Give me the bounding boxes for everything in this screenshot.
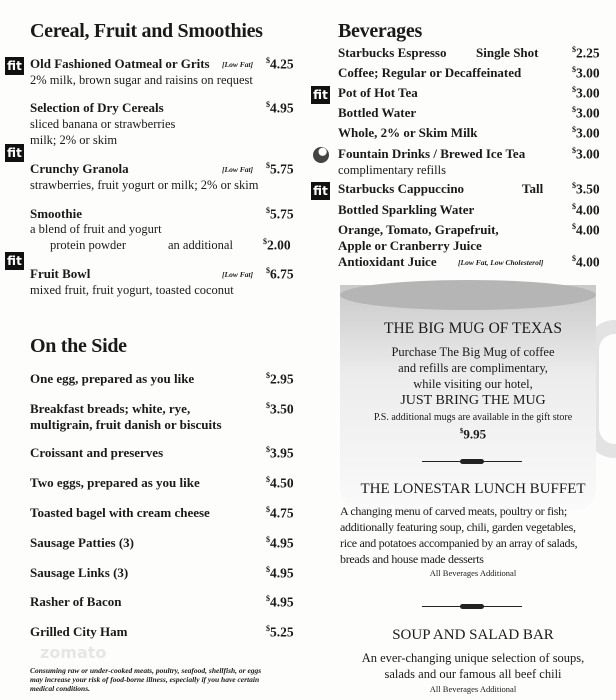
beverage-price: $4.00 — [572, 254, 600, 270]
item-desc: milk; 2% or skim — [30, 133, 118, 147]
addon-note: an additional — [168, 238, 233, 252]
item-name: Toasted bagel with cream cheese — [30, 505, 210, 520]
buffet-title: THE LONESTAR LUNCH BUFFET — [360, 481, 586, 497]
beverage-name: Whole, 2% or Skim Milk — [338, 125, 478, 140]
item-name: Fruit Bowl — [30, 266, 91, 281]
mug-rim-graphic — [340, 280, 596, 310]
beverage-name: Pot of Hot Tea — [338, 85, 418, 100]
beverage-name-cont: Apple or Cranberry Juice — [338, 238, 482, 253]
low-fat-tag: [Low Fat] — [222, 270, 254, 279]
low-fat-tag: [Low Fat] — [222, 60, 254, 69]
item-price: $4.25 — [266, 56, 294, 72]
item-price: $6.75 — [266, 266, 294, 282]
beverage-name: Bottled Water — [338, 105, 417, 120]
mug-price: $9.95 — [459, 426, 487, 442]
low-fat-tag: [Low Fat] — [222, 165, 254, 174]
item-price: $3.95 — [266, 445, 294, 461]
food-safety-note: Consuming raw or under-cooked meats, poultry, seafood, shellfish, or eggs may increase your risk of food-borne illness, especially if you have certain medical conditions. — [30, 666, 262, 693]
mug-text: Purchase The Big Mug of coffee — [391, 345, 555, 359]
beverage-price: $3.00 — [572, 125, 600, 141]
beverage-price: $3.50 — [572, 181, 600, 197]
beverage-name: Starbucks Espresso — [338, 45, 447, 60]
beverage-price: $4.00 — [572, 222, 600, 238]
item-name: Crunchy Granola — [30, 161, 129, 176]
item-name: Sausage Links (3) — [30, 565, 129, 580]
item-price: $3.50 — [266, 401, 294, 417]
soup-text: An ever-changing unique selection of soups, — [361, 651, 585, 665]
item-price: $4.95 — [266, 594, 294, 610]
item-desc: sliced banana or strawberries — [30, 117, 176, 131]
section-title-beverages: Beverages — [338, 20, 422, 42]
item-price: $4.95 — [266, 535, 294, 551]
buffet-desc: A changing menu of carved meats, poultry or fish; additionally featuring soup, chili, garden vegetables, rice and potatoes accompanied by an array of salads, breads and house made desserts — [340, 504, 578, 566]
item-price: $5.25 — [266, 624, 294, 640]
beverage-price: $2.25 — [572, 45, 600, 61]
addon-name: protein powder — [50, 238, 127, 252]
soup-text: salads and our famous all beef chili — [384, 667, 562, 681]
item-name: Croissant and preserves — [30, 445, 164, 460]
item-price: $5.75 — [266, 206, 294, 222]
soup-title: SOUP AND SALAD BAR — [392, 627, 554, 643]
mug-cta: JUST BRING THE MUG — [400, 393, 546, 408]
mug-text: while visiting our hotel, — [413, 377, 533, 391]
mug-title: THE BIG MUG OF TEXAS — [384, 320, 562, 337]
item-name: Breakfast breads; white, rye, — [30, 401, 191, 416]
item-price: $4.75 — [266, 505, 294, 521]
item-price: $4.95 — [266, 565, 294, 581]
beverage-name: Starbucks Cappuccino — [338, 181, 465, 196]
beverage-name: Fountain Drinks / Brewed Ice Tea — [338, 146, 526, 161]
pepsi-logo-icon — [313, 147, 329, 163]
item-name: Smoothie — [30, 206, 82, 221]
item-name: Rasher of Bacon — [30, 594, 122, 609]
beverage-price: $3.00 — [572, 146, 600, 162]
ornament-divider — [422, 461, 522, 462]
beverage-name: Bottled Sparkling Water — [338, 202, 475, 217]
beverage-size: Tall — [522, 181, 544, 196]
beverage-name: Coffee; Regular or Decaffeinated — [338, 65, 522, 80]
item-name: Selection of Dry Cereals — [30, 100, 164, 115]
beverage-name: Orange, Tomato, Grapefruit, — [338, 222, 499, 237]
buffet-note: All Beverages Additional — [429, 568, 517, 578]
fit-icon: fit — [311, 182, 330, 200]
item-name: Sausage Patties (3) — [30, 535, 134, 550]
item-desc: mixed fruit, fruit yogurt, toasted coconut — [30, 283, 234, 297]
beverage-price: $4.00 — [572, 202, 600, 218]
item-name: Old Fashioned Oatmeal or Grits — [30, 56, 210, 71]
beverage-size: Single Shot — [476, 45, 539, 60]
item-desc: a blend of fruit and yogurt — [30, 222, 162, 236]
item-name: One egg, prepared as you like — [30, 371, 195, 386]
item-name: Two eggs, prepared as you like — [30, 475, 200, 490]
ornament-divider — [422, 606, 522, 607]
item-desc: 2% milk, brown sugar and raisins on request — [30, 73, 253, 87]
item-price: $5.75 — [266, 161, 294, 177]
item-price: $4.95 — [266, 100, 294, 116]
fit-icon: fit — [311, 86, 330, 104]
item-name: Grilled City Ham — [30, 624, 128, 639]
beverage-price: $3.00 — [572, 85, 600, 101]
beverage-name: Antioxidant Juice — [338, 254, 437, 269]
beverage-note: complimentary refills — [338, 163, 446, 177]
fit-icon: fit — [5, 144, 24, 162]
fit-icon: fit — [5, 252, 24, 270]
item-price: $4.50 — [266, 475, 294, 491]
item-desc: strawberries, fruit yogurt or milk; 2% or skim — [30, 178, 259, 192]
low-fat-tag: [Low Fat, Low Cholesterol] — [458, 258, 544, 267]
soup-note: All Beverages Additional — [429, 684, 517, 694]
item-name-cont: multigrain, fruit danish or biscuits — [30, 417, 222, 432]
beverage-price: $3.00 — [572, 105, 600, 121]
beverage-price: $3.00 — [572, 65, 600, 81]
item-price: $2.95 — [266, 371, 294, 387]
section-title-cereal: Cereal, Fruit and Smoothies — [30, 20, 263, 42]
mug-ps: P.S. additional mugs are available in the gift store — [373, 412, 573, 423]
watermark: zomato — [40, 643, 107, 662]
addon-price: $2.00 — [263, 237, 291, 253]
section-title-side: On the Side — [30, 335, 127, 357]
fit-icon: fit — [5, 57, 24, 75]
mug-text: and refills are complimentary, — [398, 361, 548, 375]
